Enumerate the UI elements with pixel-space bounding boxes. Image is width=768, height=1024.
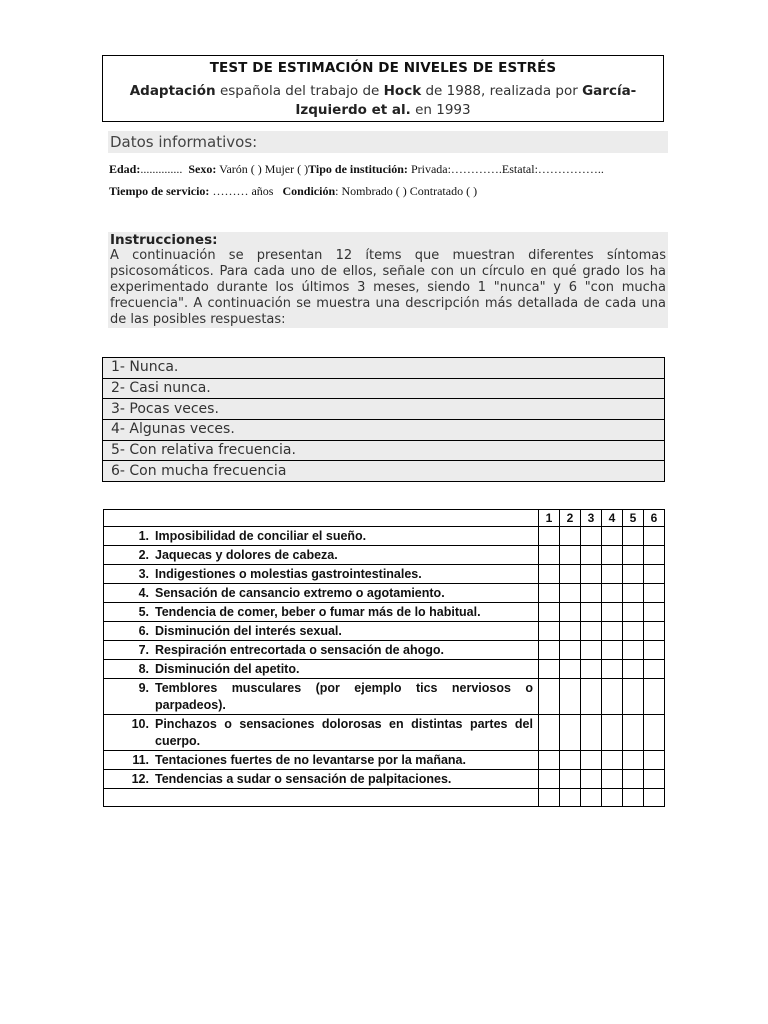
item-label: Tendencias a sudar o sensación de palpitaciones. bbox=[155, 772, 452, 786]
item-label: Respiración entrecortada o sensación de ahogo. bbox=[155, 643, 444, 657]
response-cell[interactable] bbox=[602, 641, 623, 660]
item-text bbox=[109, 623, 533, 640]
item-text-cell bbox=[104, 770, 539, 789]
item-label: Jaquecas y dolores de cabeza. bbox=[155, 548, 338, 562]
subtitle-text-1: española del trabajo de bbox=[215, 83, 384, 99]
response-cell[interactable] bbox=[581, 660, 602, 679]
empty-response-cell[interactable] bbox=[581, 789, 602, 807]
response-cell[interactable] bbox=[539, 527, 560, 546]
item-text-cell bbox=[104, 751, 539, 770]
response-cell[interactable] bbox=[560, 641, 581, 660]
item-text-cell bbox=[104, 584, 539, 603]
header-row bbox=[104, 510, 665, 527]
response-cell[interactable] bbox=[602, 770, 623, 789]
response-cell[interactable] bbox=[560, 715, 581, 751]
column-header: 4 bbox=[602, 510, 623, 527]
subtitle-authors: García-Izquierdo et al. bbox=[295, 83, 637, 118]
response-cell[interactable] bbox=[539, 679, 560, 715]
empty-row bbox=[104, 789, 665, 807]
response-cell[interactable] bbox=[644, 751, 665, 770]
response-cell[interactable] bbox=[623, 603, 644, 622]
response-cell[interactable] bbox=[581, 603, 602, 622]
symptoms-table bbox=[103, 509, 665, 807]
response-cell[interactable] bbox=[581, 641, 602, 660]
response-cell[interactable] bbox=[560, 622, 581, 641]
item-text-cell bbox=[104, 715, 539, 751]
datos-line-2 bbox=[109, 184, 477, 199]
item-text-cell bbox=[104, 660, 539, 679]
column-header: 6 bbox=[644, 510, 665, 527]
response-cell[interactable] bbox=[581, 527, 602, 546]
response-cell[interactable] bbox=[602, 622, 623, 641]
response-cell[interactable] bbox=[623, 584, 644, 603]
response-cell[interactable] bbox=[539, 715, 560, 751]
response-cell[interactable] bbox=[623, 546, 644, 565]
item-text-cell bbox=[104, 603, 539, 622]
item-text bbox=[109, 547, 533, 564]
item-text bbox=[109, 585, 533, 602]
column-header: 5 bbox=[623, 510, 644, 527]
item-text bbox=[109, 771, 533, 788]
item-text-cell bbox=[104, 622, 539, 641]
response-cell[interactable] bbox=[581, 679, 602, 715]
response-cell[interactable] bbox=[560, 770, 581, 789]
item-number: 1. bbox=[138, 529, 149, 543]
response-cell[interactable] bbox=[644, 715, 665, 751]
response-cell[interactable] bbox=[581, 751, 602, 770]
item-label: Sensación de cansancio extremo o agotamiento. bbox=[155, 586, 445, 600]
response-cell[interactable] bbox=[560, 565, 581, 584]
scale-option: 3- Pocas veces. bbox=[103, 399, 665, 420]
item-number: 2. bbox=[138, 548, 149, 562]
item-label: Imposibilidad de conciliar el sueño. bbox=[155, 529, 367, 543]
empty-response-cell[interactable] bbox=[539, 789, 560, 807]
response-cell[interactable] bbox=[581, 770, 602, 789]
column-header: 1 bbox=[539, 510, 560, 527]
document-title: TEST DE ESTIMACIÓN DE NIVELES DE ESTRÉS bbox=[209, 60, 557, 76]
response-cell[interactable] bbox=[539, 751, 560, 770]
tiempo-servicio-label: Tiempo de servicio: bbox=[109, 184, 210, 198]
response-cell[interactable] bbox=[623, 751, 644, 770]
response-cell[interactable] bbox=[560, 603, 581, 622]
edad-field[interactable]: .............. bbox=[140, 162, 183, 176]
response-cell[interactable] bbox=[644, 770, 665, 789]
response-cell[interactable] bbox=[539, 770, 560, 789]
instructions-block bbox=[108, 232, 668, 328]
response-cell[interactable] bbox=[581, 715, 602, 751]
response-cell[interactable] bbox=[602, 603, 623, 622]
response-cell[interactable] bbox=[560, 527, 581, 546]
item-number: 12. bbox=[131, 772, 149, 786]
item-label: Indigestiones o molestias gastrointestinales. bbox=[155, 567, 422, 581]
item-text-cell bbox=[104, 546, 539, 565]
empty-response-cell[interactable] bbox=[602, 789, 623, 807]
item-text bbox=[109, 752, 533, 769]
response-scale-table bbox=[102, 357, 665, 482]
item-text bbox=[109, 716, 533, 750]
subtitle-adaptacion: Adaptación bbox=[129, 83, 216, 99]
item-text bbox=[109, 661, 533, 678]
response-cell[interactable] bbox=[623, 679, 644, 715]
response-cell[interactable] bbox=[581, 584, 602, 603]
instructions-heading: Instrucciones: bbox=[110, 232, 218, 248]
response-cell[interactable] bbox=[602, 751, 623, 770]
datos-line-1 bbox=[109, 162, 604, 177]
table-row bbox=[104, 603, 665, 622]
response-cell[interactable] bbox=[602, 715, 623, 751]
table-row bbox=[104, 565, 665, 584]
edad-label: Edad: bbox=[109, 162, 141, 176]
item-label: Pinchazos o sensaciones dolorosas en distintas partes del cuerpo. bbox=[155, 717, 533, 748]
subtitle-year: en 1993 bbox=[410, 102, 471, 118]
item-label: Disminución del interés sexual. bbox=[155, 624, 342, 638]
scale-option: 1- Nunca. bbox=[103, 358, 665, 379]
response-cell[interactable] bbox=[623, 641, 644, 660]
response-cell[interactable] bbox=[581, 546, 602, 565]
instructions-body: A continuación se presentan 12 ítems que muestran diferentes síntomas psicosomáticos. Para cada uno de ellos, señale con un círculo en qué grado los ha experimentado durante los últimos 3 meses, siendo 1 "nunca" y 6 "con mucha frecuencia". A continuación se muestra una descripción más detallada de cada una de las posibles respuestas: bbox=[110, 248, 666, 327]
item-label: Tentaciones fuertes de no levantarse por la mañana. bbox=[155, 753, 466, 767]
table-row bbox=[104, 751, 665, 770]
item-text-cell bbox=[104, 527, 539, 546]
response-cell[interactable] bbox=[539, 660, 560, 679]
column-header: 2 bbox=[560, 510, 581, 527]
response-cell[interactable] bbox=[644, 565, 665, 584]
response-cell[interactable] bbox=[539, 622, 560, 641]
response-cell[interactable] bbox=[644, 584, 665, 603]
response-cell[interactable] bbox=[539, 546, 560, 565]
response-cell[interactable] bbox=[602, 527, 623, 546]
item-text-cell bbox=[104, 565, 539, 584]
table-row bbox=[104, 527, 665, 546]
item-text bbox=[109, 566, 533, 583]
response-cell[interactable] bbox=[644, 641, 665, 660]
table-row bbox=[104, 584, 665, 603]
item-number: 10. bbox=[131, 717, 149, 731]
response-cell[interactable] bbox=[623, 770, 644, 789]
response-cell[interactable] bbox=[581, 622, 602, 641]
subtitle-hock: Hock bbox=[383, 83, 422, 99]
header-blank-cell bbox=[104, 510, 539, 527]
empty-response-cell[interactable] bbox=[644, 789, 665, 807]
item-text bbox=[109, 528, 533, 545]
scale-option: 5- Con relativa frecuencia. bbox=[103, 440, 665, 461]
item-text-cell bbox=[104, 679, 539, 715]
response-cell[interactable] bbox=[602, 546, 623, 565]
item-text-cell bbox=[104, 641, 539, 660]
institucion-options[interactable]: Privada:………….Estatal:…………….. bbox=[407, 162, 604, 176]
item-number: 11. bbox=[132, 753, 149, 767]
subtitle-text-2: de 1988, realizada por bbox=[421, 83, 583, 99]
response-cell[interactable] bbox=[623, 660, 644, 679]
table-row bbox=[104, 641, 665, 660]
item-text bbox=[109, 642, 533, 659]
title-box bbox=[102, 55, 664, 122]
scale-option: 4- Algunas veces. bbox=[103, 420, 665, 441]
empty-text-cell bbox=[104, 789, 539, 807]
response-cell[interactable] bbox=[560, 660, 581, 679]
response-cell[interactable] bbox=[623, 715, 644, 751]
table-row bbox=[104, 622, 665, 641]
response-cell[interactable] bbox=[539, 565, 560, 584]
response-cell[interactable] bbox=[602, 679, 623, 715]
response-cell[interactable] bbox=[560, 751, 581, 770]
table-row bbox=[104, 660, 665, 679]
item-number: 3. bbox=[138, 567, 149, 581]
response-cell[interactable] bbox=[539, 603, 560, 622]
sexo-label: Sexo: bbox=[188, 162, 217, 176]
response-cell[interactable] bbox=[623, 527, 644, 546]
item-number: 4. bbox=[138, 586, 149, 600]
empty-response-cell[interactable] bbox=[623, 789, 644, 807]
tiempo-servicio-field[interactable]: ……… años bbox=[209, 184, 274, 198]
response-cell[interactable] bbox=[644, 603, 665, 622]
response-cell[interactable] bbox=[602, 565, 623, 584]
response-cell[interactable] bbox=[581, 565, 602, 584]
response-cell[interactable] bbox=[560, 546, 581, 565]
response-cell[interactable] bbox=[602, 584, 623, 603]
item-label: Temblores musculares (por ejemplo tics nerviosos o parpadeos). bbox=[155, 681, 533, 712]
response-cell[interactable] bbox=[644, 527, 665, 546]
response-cell[interactable] bbox=[539, 641, 560, 660]
response-cell[interactable] bbox=[644, 622, 665, 641]
item-label: Disminución del apetito. bbox=[155, 662, 300, 676]
column-header: 3 bbox=[581, 510, 602, 527]
table-row bbox=[104, 679, 665, 715]
response-cell[interactable] bbox=[644, 660, 665, 679]
empty-response-cell[interactable] bbox=[560, 789, 581, 807]
response-cell[interactable] bbox=[560, 679, 581, 715]
table-row bbox=[104, 770, 665, 789]
document-subtitle bbox=[103, 82, 663, 120]
table-row bbox=[104, 546, 665, 565]
response-cell[interactable] bbox=[602, 660, 623, 679]
condicion-options[interactable]: : Nombrado ( ) Contratado ( ) bbox=[335, 184, 478, 198]
response-cell[interactable] bbox=[644, 546, 665, 565]
item-label: Tendencia de comer, beber o fumar más de lo habitual. bbox=[155, 605, 481, 619]
table-row bbox=[104, 715, 665, 751]
item-number: 8. bbox=[138, 662, 149, 676]
response-cell[interactable] bbox=[644, 679, 665, 715]
institucion-label: Tipo de institución: bbox=[308, 162, 408, 176]
item-number: 6. bbox=[138, 624, 149, 638]
response-cell[interactable] bbox=[623, 622, 644, 641]
response-cell[interactable] bbox=[560, 584, 581, 603]
response-cell[interactable] bbox=[539, 584, 560, 603]
sexo-options[interactable]: Varón ( ) Mujer ( ) bbox=[216, 162, 309, 176]
item-text bbox=[109, 680, 533, 714]
condicion-label: Condición bbox=[282, 184, 336, 198]
item-text bbox=[109, 604, 533, 621]
scale-option: 2- Casi nunca. bbox=[103, 378, 665, 399]
response-cell[interactable] bbox=[623, 565, 644, 584]
item-number: 7. bbox=[138, 643, 149, 657]
datos-heading: Datos informativos: bbox=[108, 131, 668, 153]
item-number: 9. bbox=[138, 681, 149, 695]
item-number: 5. bbox=[138, 605, 149, 619]
scale-option: 6- Con mucha frecuencia bbox=[103, 461, 665, 482]
